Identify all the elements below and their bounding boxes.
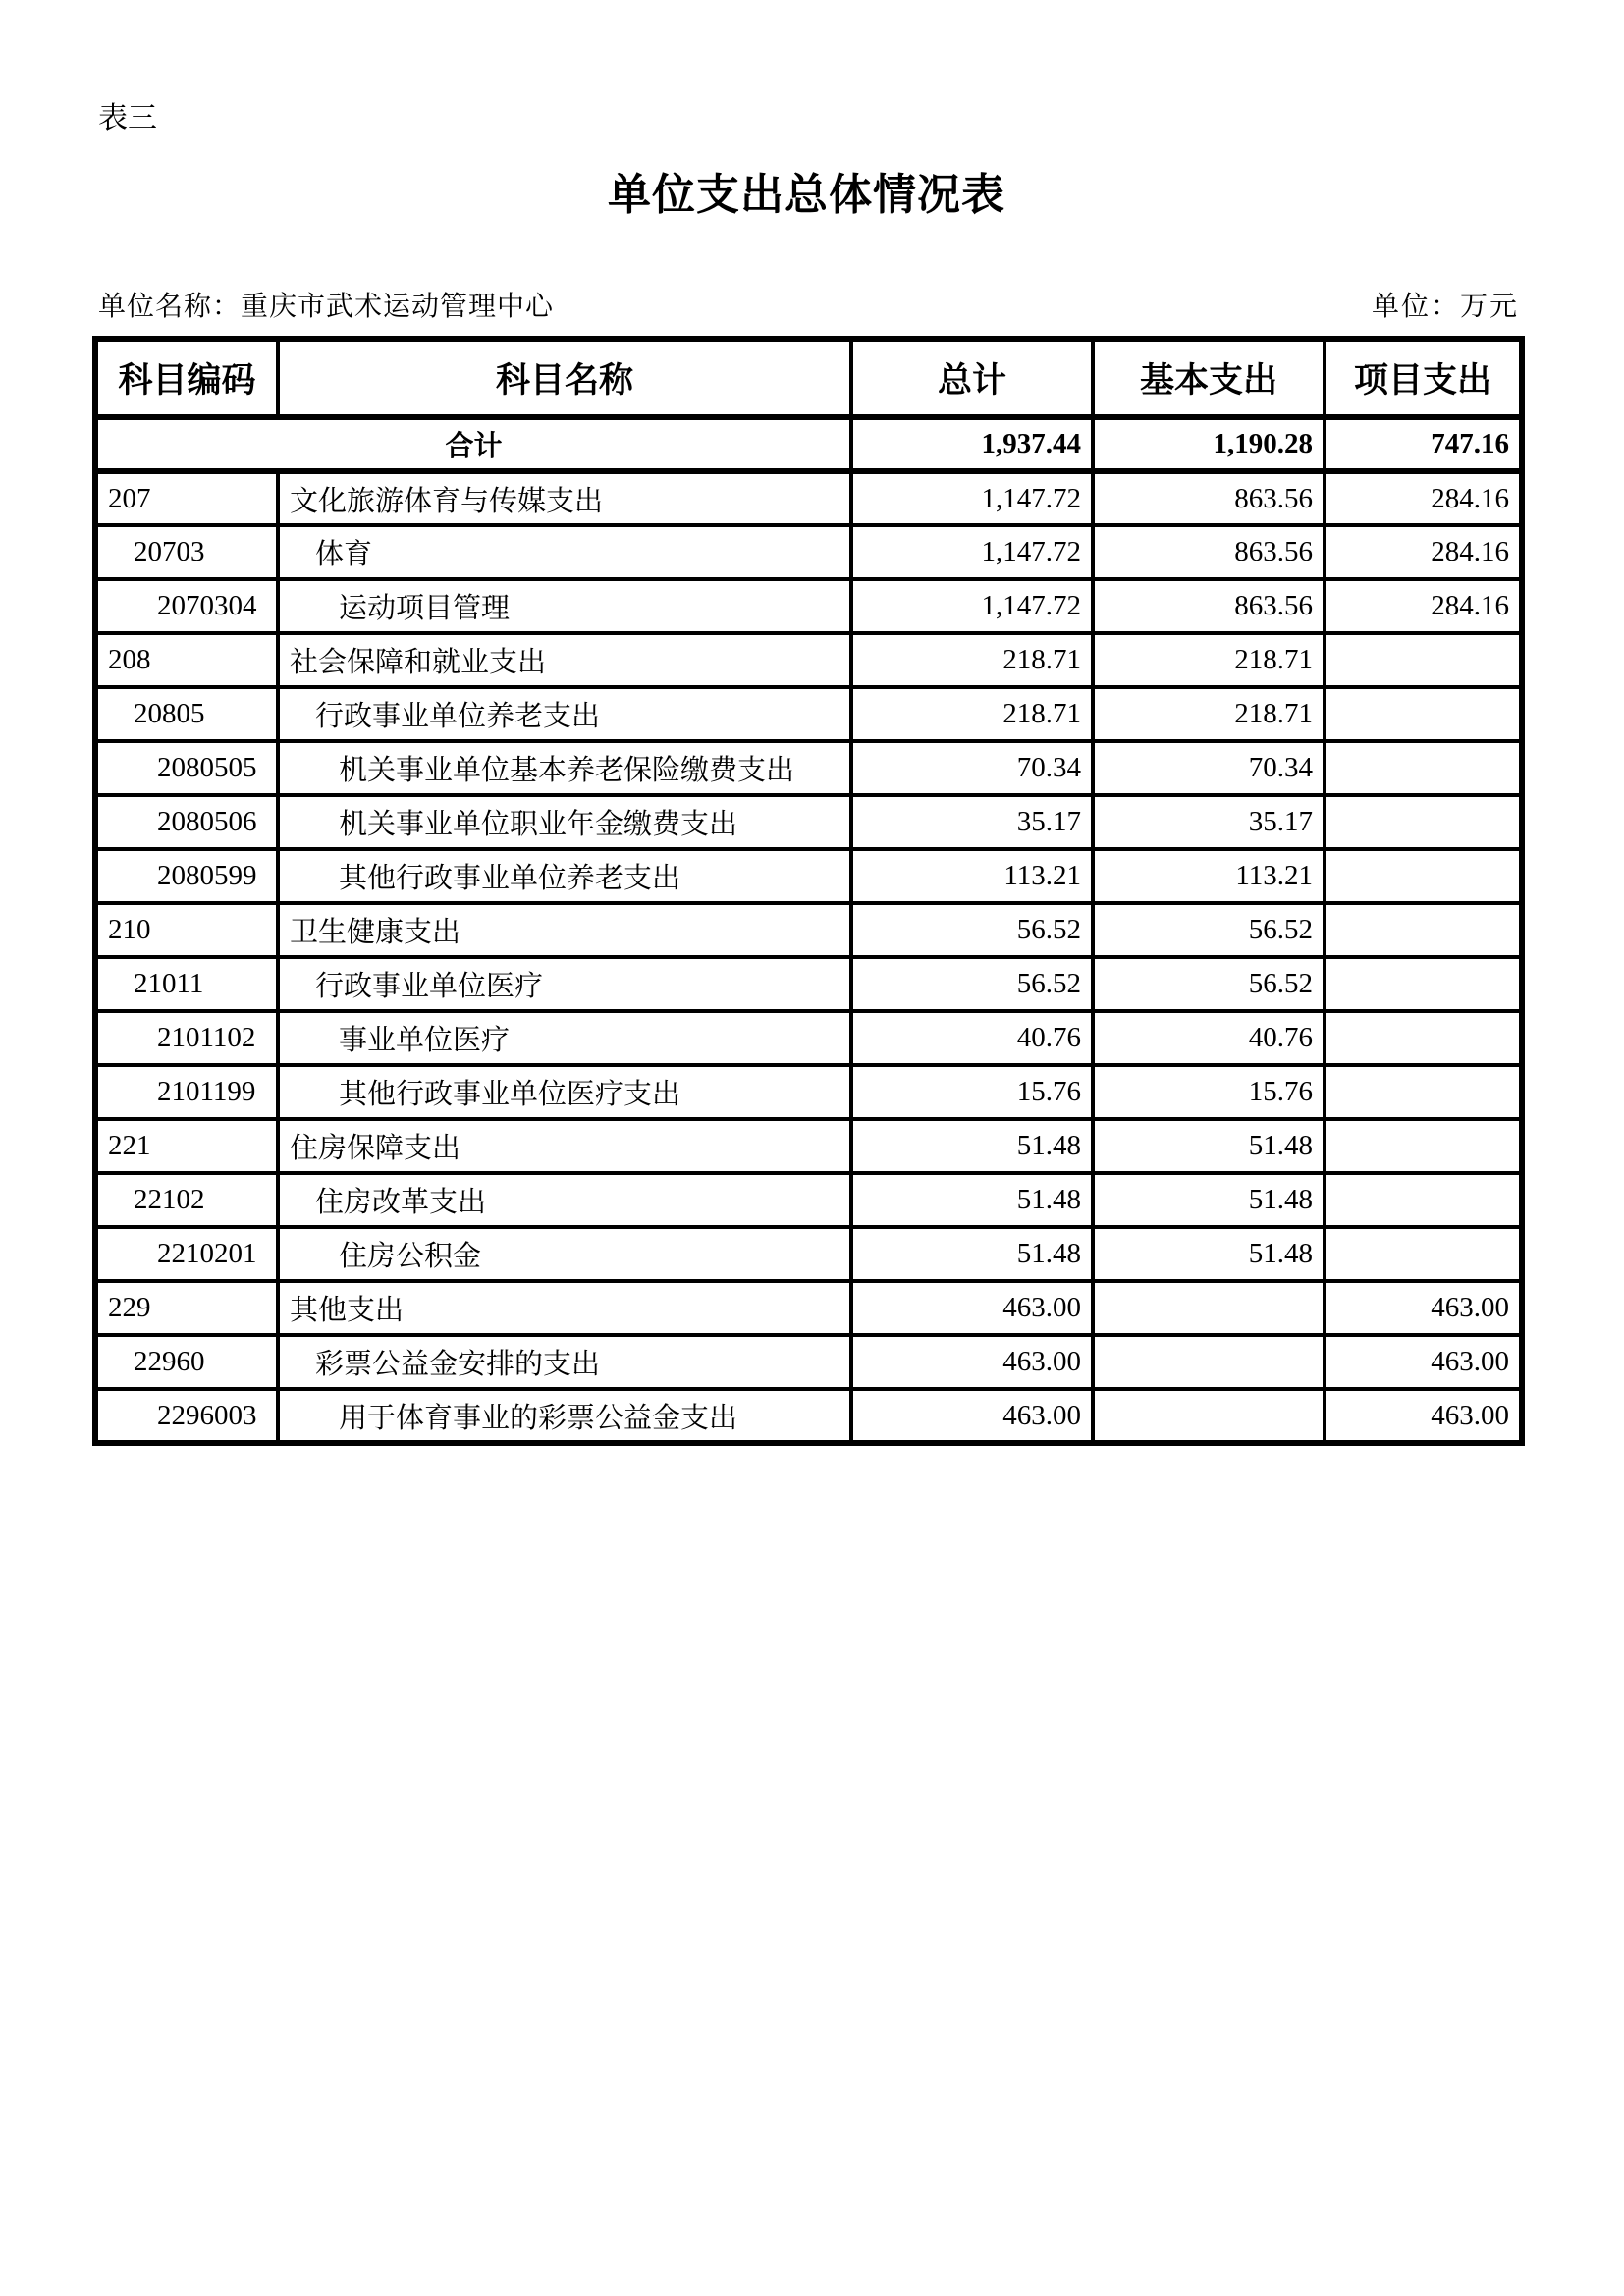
- row-code: 2080599: [95, 849, 278, 903]
- row-basic: [1093, 1281, 1325, 1335]
- row-total: 463.00: [851, 1281, 1093, 1335]
- row-code: 2080506: [95, 795, 278, 849]
- row-project: 284.16: [1325, 579, 1522, 633]
- table-row: [95, 1335, 1522, 1389]
- row-project: 284.16: [1325, 525, 1522, 579]
- expenditure-table: [92, 336, 1525, 1446]
- row-name: 彩票公益金安排的支出: [278, 1335, 851, 1389]
- table-row: [95, 1389, 1522, 1443]
- table-row: [95, 849, 1522, 903]
- row-code: 210: [95, 903, 278, 957]
- table-row: [95, 1119, 1522, 1173]
- total-row: [95, 417, 1522, 471]
- row-name: 机关事业单位基本养老保险缴费支出: [278, 741, 851, 795]
- row-total: 218.71: [851, 687, 1093, 741]
- table-number-tag: 表三: [98, 102, 157, 134]
- row-name: 机关事业单位职业年金缴费支出: [278, 795, 851, 849]
- row-basic: 56.52: [1093, 957, 1325, 1011]
- table-row: [95, 1281, 1522, 1335]
- meta-row: [92, 291, 1521, 324]
- table-row: [95, 525, 1522, 579]
- header-project: 项目支出: [1325, 339, 1522, 417]
- header-total: 总计: [851, 339, 1093, 417]
- page-title: 单位支出总体情况表: [608, 171, 1005, 219]
- row-project: [1325, 1227, 1522, 1281]
- row-basic: [1093, 1389, 1325, 1443]
- row-basic: 40.76: [1093, 1011, 1325, 1065]
- row-basic: 70.34: [1093, 741, 1325, 795]
- row-total: 51.48: [851, 1227, 1093, 1281]
- row-total: 1,147.72: [851, 579, 1093, 633]
- row-total: 51.48: [851, 1173, 1093, 1227]
- table-row: [95, 471, 1522, 525]
- row-code: 221: [95, 1119, 278, 1173]
- row-basic: 51.48: [1093, 1227, 1325, 1281]
- row-project: [1325, 633, 1522, 687]
- unit-measure-text: 单位：万元: [1371, 292, 1519, 322]
- row-code: 22960: [95, 1335, 278, 1389]
- row-name: 社会保障和就业支出: [278, 633, 851, 687]
- document-content: [92, 0, 1521, 1446]
- header-basic: 基本支出: [1093, 339, 1325, 417]
- row-name: 文化旅游体育与传媒支出: [278, 471, 851, 525]
- table-row: [95, 687, 1522, 741]
- row-name: 用于体育事业的彩票公益金支出: [278, 1389, 851, 1443]
- row-project: [1325, 903, 1522, 957]
- row-basic: 35.17: [1093, 795, 1325, 849]
- table-row: [95, 1011, 1522, 1065]
- table-row: [95, 579, 1522, 633]
- row-basic: 15.76: [1093, 1065, 1325, 1119]
- row-basic: 863.56: [1093, 525, 1325, 579]
- row-name: 卫生健康支出: [278, 903, 851, 957]
- row-project: [1325, 741, 1522, 795]
- table-row: [95, 1173, 1522, 1227]
- row-code: 208: [95, 633, 278, 687]
- total-total: 1,937.44: [851, 417, 1093, 471]
- row-code: 2101199: [95, 1065, 278, 1119]
- row-name: 住房公积金: [278, 1227, 851, 1281]
- row-basic: 218.71: [1093, 687, 1325, 741]
- row-code: 229: [95, 1281, 278, 1335]
- header-subject-code: 科目编码: [95, 339, 278, 417]
- total-label: 合计: [95, 417, 851, 471]
- row-code: 20805: [95, 687, 278, 741]
- row-project: [1325, 849, 1522, 903]
- row-basic: 863.56: [1093, 579, 1325, 633]
- row-total: 463.00: [851, 1389, 1093, 1443]
- row-code: 2070304: [95, 579, 278, 633]
- table-row: [95, 795, 1522, 849]
- row-code: 2296003: [95, 1389, 278, 1443]
- row-name: 其他行政事业单位养老支出: [278, 849, 851, 903]
- row-total: 218.71: [851, 633, 1093, 687]
- row-name: 事业单位医疗: [278, 1011, 851, 1065]
- row-total: 40.76: [851, 1011, 1093, 1065]
- total-project: 747.16: [1325, 417, 1522, 471]
- header-subject-name: 科目名称: [278, 339, 851, 417]
- table-row: [95, 633, 1522, 687]
- row-project: 284.16: [1325, 471, 1522, 525]
- row-code: 22102: [95, 1173, 278, 1227]
- row-code: 2210201: [95, 1227, 278, 1281]
- row-basic: 863.56: [1093, 471, 1325, 525]
- row-name: 其他支出: [278, 1281, 851, 1335]
- row-basic: 113.21: [1093, 849, 1325, 903]
- table-row: [95, 1065, 1522, 1119]
- unit-name-text: 单位名称：重庆市武术运动管理中心: [98, 292, 555, 322]
- row-name: 体育: [278, 525, 851, 579]
- row-name: 住房保障支出: [278, 1119, 851, 1173]
- row-total: 463.00: [851, 1335, 1093, 1389]
- row-basic: 51.48: [1093, 1119, 1325, 1173]
- table-header-row: [95, 339, 1522, 417]
- row-code: 2101102: [95, 1011, 278, 1065]
- row-total: 70.34: [851, 741, 1093, 795]
- row-project: [1325, 687, 1522, 741]
- row-project: 463.00: [1325, 1335, 1522, 1389]
- row-code: 207: [95, 471, 278, 525]
- row-name: 行政事业单位养老支出: [278, 687, 851, 741]
- row-name: 行政事业单位医疗: [278, 957, 851, 1011]
- row-total: 56.52: [851, 957, 1093, 1011]
- row-total: 35.17: [851, 795, 1093, 849]
- row-total: 1,147.72: [851, 525, 1093, 579]
- total-basic: 1,190.28: [1093, 417, 1325, 471]
- row-total: 56.52: [851, 903, 1093, 957]
- table-row: [95, 1227, 1522, 1281]
- row-project: [1325, 1119, 1522, 1173]
- row-project: [1325, 957, 1522, 1011]
- row-total: 1,147.72: [851, 471, 1093, 525]
- row-basic: 56.52: [1093, 903, 1325, 957]
- row-total: 51.48: [851, 1119, 1093, 1173]
- table-row: [95, 903, 1522, 957]
- row-project: 463.00: [1325, 1281, 1522, 1335]
- row-project: 463.00: [1325, 1389, 1522, 1443]
- row-code: 20703: [95, 525, 278, 579]
- row-project: [1325, 1011, 1522, 1065]
- row-basic: [1093, 1335, 1325, 1389]
- row-name: 住房改革支出: [278, 1173, 851, 1227]
- row-name: 其他行政事业单位医疗支出: [278, 1065, 851, 1119]
- row-total: 15.76: [851, 1065, 1093, 1119]
- row-basic: 218.71: [1093, 633, 1325, 687]
- row-project: [1325, 1065, 1522, 1119]
- row-basic: 51.48: [1093, 1173, 1325, 1227]
- row-project: [1325, 1173, 1522, 1227]
- row-name: 运动项目管理: [278, 579, 851, 633]
- row-total: 113.21: [851, 849, 1093, 903]
- row-code: 2080505: [95, 741, 278, 795]
- row-code: 21011: [95, 957, 278, 1011]
- table-row: [95, 741, 1522, 795]
- table-row: [95, 957, 1522, 1011]
- row-project: [1325, 795, 1522, 849]
